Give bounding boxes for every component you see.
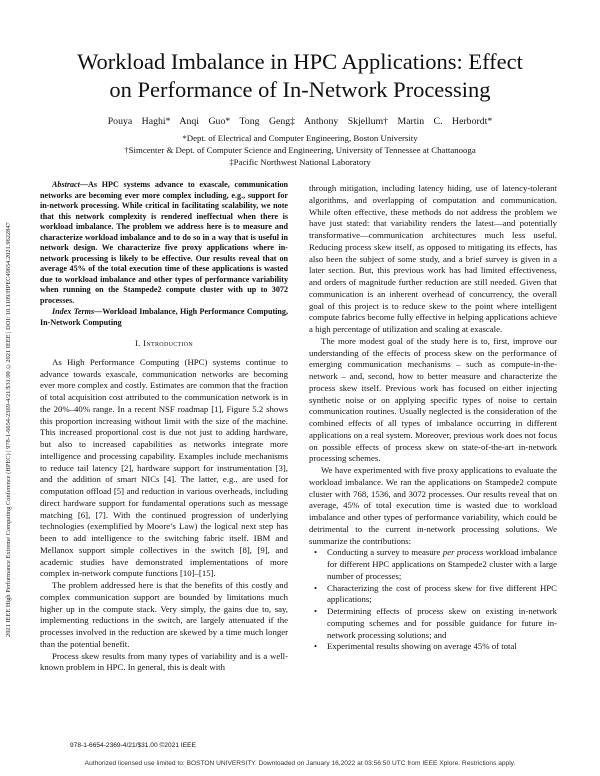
right-column [309, 183, 557, 653]
index-terms-text: —Workload Imbalance, High Performance Computing, In-Network Computing [40, 307, 288, 327]
right-paragraph-3: We have experimented with five proxy applications to evaluate the workload imbalance. We ran the applications on Stampede2 compute cluster with 768, 1536, and 3072 processes. Our results reveal that on average, 45% of total execution time is wasted due to workload imbalance and other types of performance variability, which could be detrimental to the current in-network processing solutions. We summarize the contributions: [309, 465, 557, 546]
title-line-2: on Performance of In-Network Processing [109, 77, 491, 102]
section-heading: I. Introduction [134, 338, 194, 348]
affiliation-1: *Dept. of Electrical and Computer Engineering, Boston University [182, 133, 418, 143]
intro-paragraph-1: As High Performance Computing (HPC) systems continue to advance towards exascale, communication networks are becoming ever more complex and costly. Estimates are common that the fraction of total acquisition cost attributed to the communication network is in the 20%–40% range. In a recent NSF roadmap [1], Figure 5.2 shows this proportion increasing without limit with the size of the machine. This increased proportional cost is due not just to adding hardware, but also to increased capabilities as networks integrate more intelligence and processing capability. Examples include mechanisms to reduce tail latency [2], hardware support for instrumentation [3], and the addition of smart NICs [4]. The latter, e.g., are used for computation offload [5] and reduction in various overheads, including direct hardware support for fundamental operations such as message matching [6], [7]. With the continued progression of underlying technologies (exemplified by Moore’s Law) the logical next step has been to add intelligence to the switching fabric itself. IBM and Mellanox support simple collectives in the switch [8], [9], and academic studies have demonstrated implementations of more complex in-network compute functions [10]–[15]. [40, 356, 288, 579]
intro-paragraph-2: The problem addressed here is that the benefits of this costly and complex communication support are bounded by limitations much higher up in the compute stack. Very simply, the gains due to, say, implementing reductions in the switch, are largely attenuated if the processes involved in the reduction are skewed by a time much longer than the potential benefit. [40, 580, 288, 649]
abstract [40, 180, 288, 306]
footer-copyright: 978-1-6654-2369-4/21/$31.00 ©2021 IEEE [70, 742, 196, 749]
sidebar-citation: 2021 IEEE High Performance Extreme Computing Conference (HPEC) | 978-1-6654-2369-4/21/$31.00 ©2021 IEEE | DOI: 10.1109/HPEC49654.2021.9622847 [5, 222, 12, 638]
footer-license: Authorized licensed use limited to: BOSTON UNIVERSITY. Downloaded on January 16,2022 at 03:56:50 UTC from IEEE Xplore. Restrictions apply. [84, 760, 516, 767]
contribution-item: • Characterizing the cost of process skew for five different HPC applications; [321, 583, 557, 607]
intro-paragraph-3: Process skew results from many types of variability and is a well-known problem in HPC. In general, this is dealt with [40, 650, 288, 673]
right-paragraph-2: The more modest goal of the study here is to, first, improve our understanding of the effects of process skew on the performance of emerging communication mechanisms – such as compute-in-the-network – and, second, how to better measure and characterize the process skew itself. Previous work has focused on either injecting synthetic noise or on applying specific types of noise to certain communication routines. Usually neglected is the consideration of the combined effects of all types of imbalance occurring in different applications on a real system. Moreover, previous work does not focus on possible effects of process skew on state-of-the-art in-network processing schemes. [309, 335, 557, 464]
index-terms-label: Index Terms [52, 307, 95, 316]
right-paragraph-1: through mitigation, including latency hiding, use of latency-tolerant algorithms, and overlapping of computation and communication. While often effective, these methods do not address the problem we have just stated: that variability renders the latest—and potentially transformative—communication architectures much less useful. Reducing process skew itself, as opposed to mitigating its effects, has also been the subject of some study, and a brief survey is given in a later section. But, this previous work has had limited effectiveness, and orders of magnitude further reduction are still needed. Given that communication is an inherent overhead of concurrency, the overall goal of this project is to reduce skew to the point where intelligent compute fabrics become fully effective in helping applications achieve a high percentage of utilization and scaling at exascale. [309, 183, 557, 334]
index-terms [40, 307, 288, 328]
affiliation-3: ‡Pacific Northwest National Laboratory [229, 157, 371, 167]
author-list: Pouya Haghi* Anqi Guo* Tong Geng‡ Anthony Skjellum† Martin C. Herbordt* [107, 116, 493, 127]
abstract-label: Abstract [52, 180, 80, 189]
contribution-item: • Determining effects of process skew on existing in-network computing schemes and for possible guidance for future in-network processing solutions; and [321, 606, 557, 641]
contribution-item: • Experimental results showing on average 45% of total [321, 641, 557, 653]
affiliation-2: †Simcenter & Dept. of Computer Science and Engineering, University of Tennessee at Chattanooga [124, 145, 476, 155]
title-line-1: Workload Imbalance in HPC Applications: Effect [77, 49, 523, 74]
abstract-text: —As HPC systems advance to exascale, communication networks are becoming ever more complex including, e.g., support for in-network processing. While critical in facilitating scalability, we note that this network complexity is rendered ineffectual when there is workload imbalance. The problem we address here is to measure and characterize workload imbalance and to do so in a way that is useful in network design. We characterize five proxy applications where in-network processing is likely to be effective. Our results reveal that on average 45% of the total execution time of these applications is wasted due to workload imbalance and other types of performance variability when running on the Stampede2 compute cluster with up to 3072 processes. [40, 180, 288, 305]
contribution-list [309, 547, 557, 653]
left-column [40, 180, 288, 674]
contribution-item: • Conducting a survey to measure per process workload imbalance for different HPC applications on Stampede2 cluster with a large number of processes; [321, 547, 557, 582]
paper-title [38, 48, 562, 104]
